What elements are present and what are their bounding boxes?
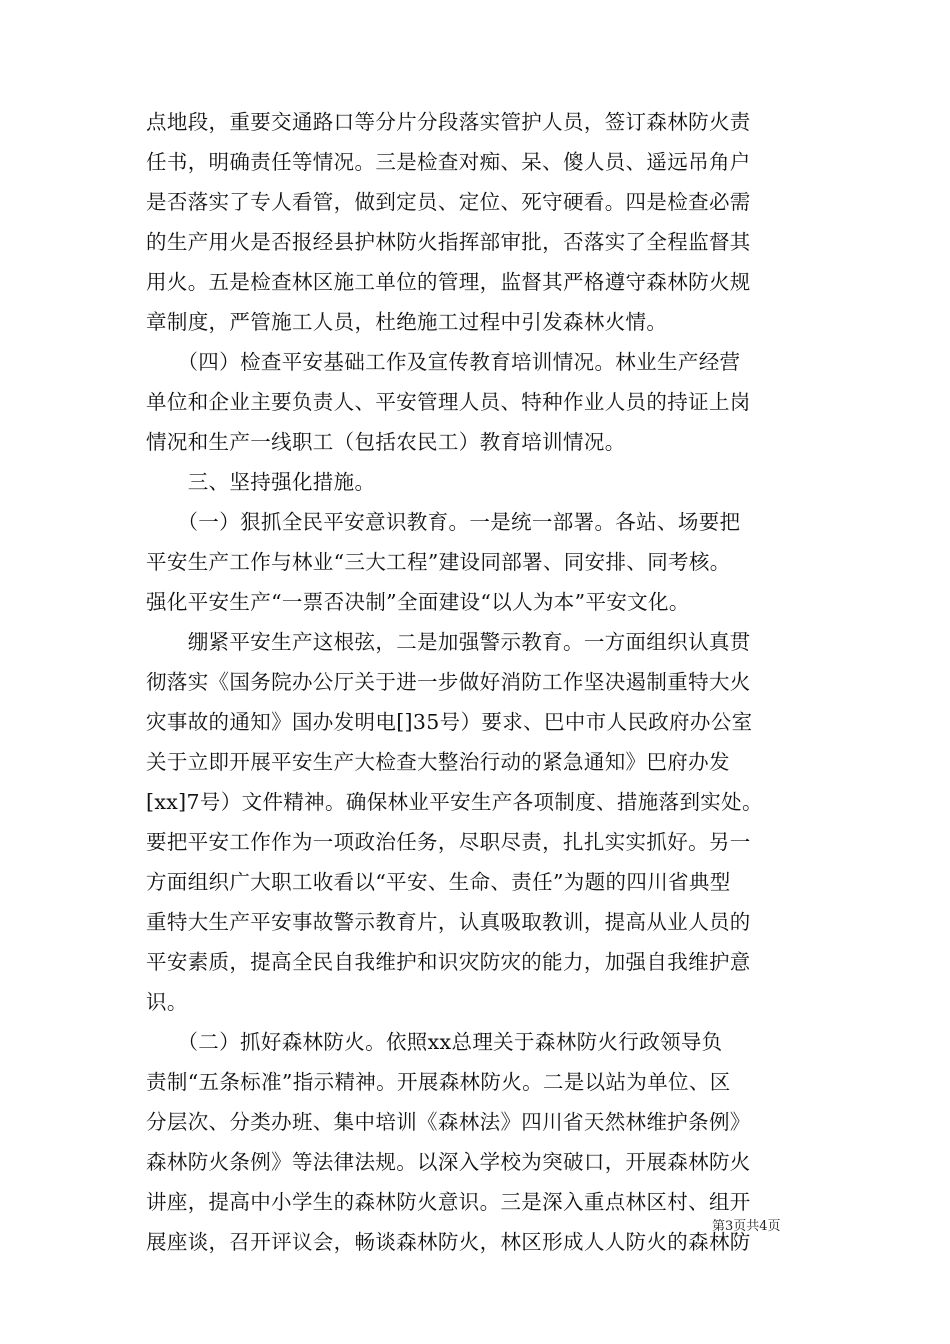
text-line: 灾事故的通知》国办发明电[]35号）要求、巴中市人民政府办公室 bbox=[146, 710, 753, 734]
text-line: 用火。五是检查林区施工单位的管理，监督其严格遵守森林防火规 bbox=[146, 270, 751, 294]
page-number-footer: 第3页共4页 bbox=[712, 1219, 781, 1234]
text-line: 点地段，重要交通路口等分片分段落实管护人员，签订森林防火责 bbox=[146, 110, 751, 134]
text-line: （四）检查平安基础工作及宣传教育培训情况。林业生产经营 bbox=[146, 350, 741, 374]
text-line: 展座谈，召开评议会，畅谈森林防火，林区形成人人防火的森林防 bbox=[146, 1230, 751, 1254]
text-line: 关于立即开展平安生产大检查大整治行动的紧急通知》巴府办发 bbox=[146, 750, 730, 774]
text-line: 方面组织广大职工收看以“平安、生命、责任”为题的四川省典型 bbox=[146, 870, 731, 894]
text-line: [xx]7号）文件精神。确保林业平安生产各项制度、措施落到实处。 bbox=[146, 790, 763, 814]
text-line: 责制“五条标准”指示精神。开展森林防火。二是以站为单位、区 bbox=[146, 1070, 731, 1094]
text-line: 要把平安工作作为一项政治任务，尽职尽责，扎扎实实抓好。另一 bbox=[146, 830, 751, 854]
text-line: 森林防火条例》等法律法规。以深入学校为突破口，开展森林防火 bbox=[146, 1150, 751, 1174]
text-line: 讲座，提高中小学生的森林防火意识。三是深入重点林区村、组开 bbox=[146, 1190, 751, 1214]
text-line: 是否落实了专人看管，做到定员、定位、死守硬看。四是检查必需 bbox=[146, 190, 751, 214]
document-body bbox=[146, 102, 826, 1262]
text-line: 任书，明确责任等情况。三是检查对痴、呆、傻人员、遥远吊角户 bbox=[146, 150, 751, 174]
text-line: 彻落实《国务院办公厅关于进一步做好消防工作坚决遏制重特大火 bbox=[146, 670, 751, 694]
text-line: 绷紧平安生产这根弦，二是加强警示教育。一方面组织认真贯 bbox=[146, 630, 751, 654]
text-line: 识。 bbox=[146, 990, 188, 1014]
text-line: 情况和生产一线职工（包括农民工）教育培训情况。 bbox=[146, 430, 626, 454]
text-line: 强化平安生产“一票否决制”全面建设“以人为本”平安文化。 bbox=[146, 590, 690, 614]
text-line: 分层次、分类办班、集中培训《森林法》四川省天然林维护条例》 bbox=[146, 1110, 751, 1134]
text-line: （二）抓好森林防火。依照xx总理关于森林防火行政领导负 bbox=[146, 1030, 723, 1054]
text-line: 单位和企业主要负责人、平安管理人员、特种作业人员的持证上岗 bbox=[146, 390, 751, 414]
text-line: 平安生产工作与林业“三大工程”建设同部署、同安排、同考核。 bbox=[146, 550, 731, 574]
text-line: （一）狠抓全民平安意识教育。一是统一部署。各站、场要把 bbox=[146, 510, 741, 534]
text-line: 重特大生产平安事故警示教育片，认真吸取教训，提高从业人员的 bbox=[146, 910, 751, 934]
text-line: 章制度，严管施工人员，杜绝施工过程中引发森林火情。 bbox=[146, 310, 668, 334]
text-line: 平安素质，提高全民自我维护和识灾防灾的能力，加强自我维护意 bbox=[146, 950, 751, 974]
text-line: 的生产用火是否报经县护林防火指挥部审批，否落实了全程监督其 bbox=[146, 230, 751, 254]
text-line: 三、坚持强化措施。 bbox=[146, 470, 376, 494]
